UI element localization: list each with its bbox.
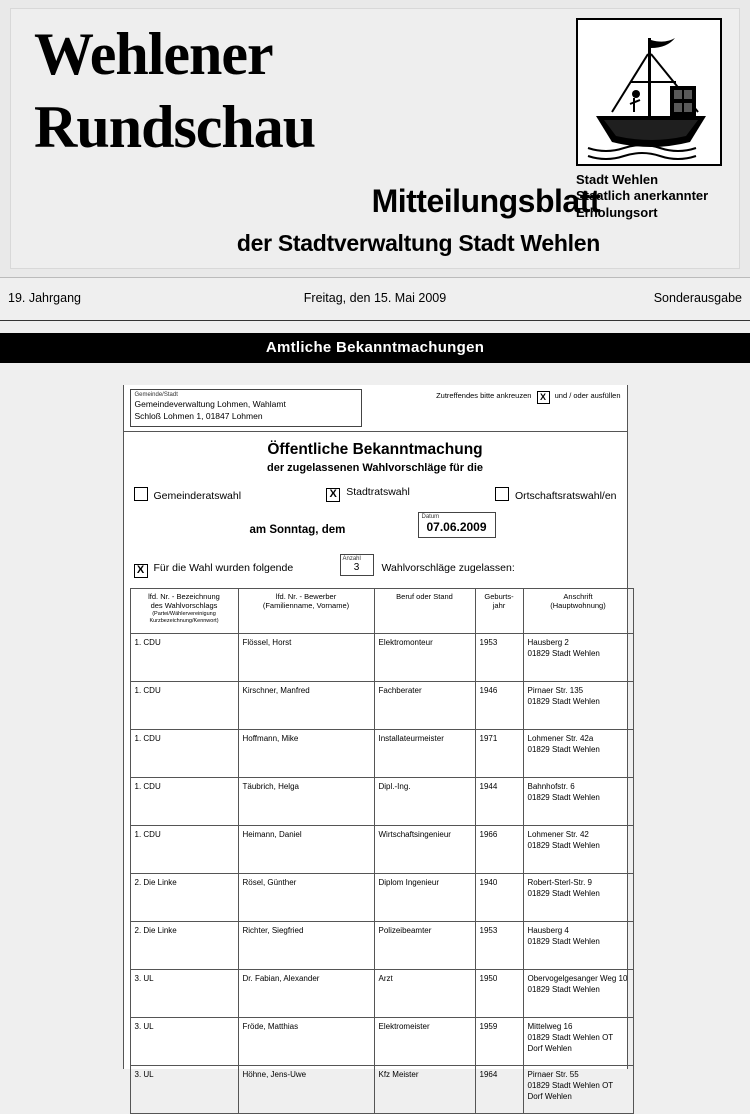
section-banner: Amtliche Bekanntmachungen: [0, 333, 750, 363]
candidate-list: 3. UL: [130, 1018, 238, 1066]
candidate-address: Obervogelgesanger Weg 10 01829 Stadt Wehlen: [523, 970, 633, 1018]
candidate-list: 1. CDU: [130, 778, 238, 826]
form-body: [124, 431, 627, 1114]
candidate-name: Richter, Siegfried: [238, 922, 374, 970]
table-row: [130, 634, 633, 682]
municipality-label: Gemeinde/Stadt: [134, 392, 178, 398]
table-row: [130, 826, 633, 874]
paper-title: [34, 18, 315, 164]
column-header-occupation: [374, 589, 475, 634]
election-type-choices: [130, 474, 621, 502]
choice-gemeinderatswahl-label: Gemeinderatswahl: [153, 489, 242, 502]
candidate-name: Heimann, Daniel: [238, 826, 374, 874]
checkbox-ortschaftsratswahl-icon[interactable]: [495, 487, 509, 501]
column-header-candidate-line1: lfd. Nr. - Bewerber: [275, 592, 337, 601]
masthead-panel: [10, 8, 740, 269]
table-header-row: [130, 589, 633, 634]
municipality-line-2: Schloß Lohmen 1, 01847 Lohmen: [134, 411, 263, 422]
issue-date: Freitag, den 15. Mai 2009: [303, 291, 447, 305]
instruction-note-before: Zutreffendes bitte ankreuzen: [436, 391, 532, 400]
candidate-list: 2. Die Linke: [130, 874, 238, 922]
candidate-birthyear: 1940: [475, 874, 523, 922]
choice-ortschaftsratswahl-label: Ortschaftsratswahl/en: [514, 489, 617, 502]
table-row: [130, 730, 633, 778]
candidate-birthyear: 1953: [475, 922, 523, 970]
official-notice-form: [123, 385, 628, 1101]
column-header-birthyear: [475, 589, 523, 634]
column-header-occupation-line1: Beruf oder Stand: [396, 592, 453, 601]
table-row: [130, 922, 633, 970]
election-date-caption: Datum: [421, 514, 440, 520]
crest-caption-line-1: Stadt Wehlen: [576, 172, 659, 187]
candidate-birthyear: 1971: [475, 730, 523, 778]
election-date-field[interactable]: [418, 512, 496, 538]
column-header-address-line1: Anschrift: [563, 592, 593, 601]
candidate-name: Täubrich, Helga: [238, 778, 374, 826]
form-header: [124, 385, 627, 431]
column-header-candidate-line2: (Familienname, Vorname): [262, 601, 350, 611]
paper-title-line1: Wehlener: [34, 21, 273, 87]
election-date-value: 07.06.2009: [426, 520, 487, 534]
candidate-list: 2. Die Linke: [130, 922, 238, 970]
candidates-table: [130, 588, 634, 1114]
checkbox-stadtratswahl-icon[interactable]: X: [326, 488, 340, 502]
candidate-birthyear: 1946: [475, 682, 523, 730]
proposal-count-caption: Anzahl: [342, 556, 361, 562]
proposal-count-value: 3: [353, 562, 360, 573]
proposal-count-row: [130, 554, 621, 584]
column-header-list-line1: lfd. Nr. - Bezeichnung: [148, 592, 220, 601]
candidate-occupation: Kfz Meister: [374, 1066, 475, 1114]
table-row: [130, 1066, 633, 1114]
candidate-list: 3. UL: [130, 1066, 238, 1114]
column-header-birthyear-line2: jahr: [492, 601, 506, 611]
candidates-table-body: [130, 634, 633, 1114]
notice-subtitle: der zugelassenen Wahlvorschläge für die: [267, 462, 483, 474]
candidate-name: Höhne, Jens-Uwe: [238, 1066, 374, 1114]
choice-stadtratswahl-label: Stadtratswahl: [346, 486, 410, 498]
candidate-address: Pirnaer Str. 135 01829 Stadt Wehlen: [523, 682, 633, 730]
masthead: [0, 0, 750, 278]
candidate-address: Hausberg 2 01829 Stadt Wehlen: [523, 634, 633, 682]
candidate-list: 1. CDU: [130, 634, 238, 682]
candidate-address: Pirnaer Str. 55 01829 Stadt Wehlen OT Dorf Wehlen: [523, 1066, 633, 1114]
column-header-candidate: [238, 589, 374, 634]
candidate-occupation: Polizeibeamter: [374, 922, 475, 970]
candidate-birthyear: 1944: [475, 778, 523, 826]
candidate-address: Hausberg 4 01829 Stadt Wehlen: [523, 922, 633, 970]
candidate-occupation: Elektromeister: [374, 1018, 475, 1066]
candidate-list: 3. UL: [130, 970, 238, 1018]
candidate-occupation: Dipl.-Ing.: [374, 778, 475, 826]
candidate-occupation: Diplom Ingenieur: [374, 874, 475, 922]
issue-volume: 19. Jahrgang: [8, 291, 81, 305]
candidate-address: Mittelweg 16 01829 Stadt Wehlen OT Dorf Wehlen: [523, 1018, 633, 1066]
column-header-list-line3: (Partei/Wählervereinigung: [152, 610, 216, 617]
candidate-name: Fröde, Matthias: [238, 1018, 374, 1066]
candidate-address: Robert-Sterl-Str. 9 01829 Stadt Wehlen: [523, 874, 633, 922]
candidate-name: Flössel, Horst: [238, 634, 374, 682]
choice-ortschaftsratswahl[interactable]: [495, 487, 617, 502]
candidate-name: Kirschner, Manfred: [238, 682, 374, 730]
table-row: [130, 1018, 633, 1066]
proposal-count-left[interactable]: [134, 562, 294, 578]
election-date-row: [130, 512, 621, 552]
candidate-name: Dr. Fabian, Alexander: [238, 970, 374, 1018]
candidate-address: Lohmener Str. 42 01829 Stadt Wehlen: [523, 826, 633, 874]
candidate-birthyear: 1953: [475, 634, 523, 682]
instruction-checkbox-icon: X: [537, 391, 550, 404]
column-header-birthyear-line1: Geburts-: [484, 592, 514, 601]
candidate-occupation: Installateurmeister: [374, 730, 475, 778]
checkbox-gemeinderatswahl-icon[interactable]: [134, 487, 148, 501]
table-row: [130, 874, 633, 922]
instruction-note: [436, 391, 620, 404]
candidate-list: 1. CDU: [130, 730, 238, 778]
candidate-birthyear: 1964: [475, 1066, 523, 1114]
crest-block: [576, 18, 724, 221]
candidate-birthyear: 1959: [475, 1018, 523, 1066]
candidate-occupation: Fachberater: [374, 682, 475, 730]
crest-caption-line-3: Erholungsort: [576, 204, 658, 220]
column-header-address: [523, 589, 633, 634]
issue-edition: Sonderausgabe: [653, 291, 742, 305]
choice-gemeinderatswahl[interactable]: [134, 487, 242, 502]
candidate-address: Bahnhofstr. 6 01829 Stadt Wehlen: [523, 778, 633, 826]
crest-caption: [576, 172, 724, 221]
table-row: [130, 778, 633, 826]
notice-title: Öffentliche Bekanntmachung: [267, 441, 483, 458]
candidate-birthyear: 1950: [475, 970, 523, 1018]
masthead-subtitle-1: Mitteilungsblatt: [371, 183, 600, 219]
candidate-occupation: Arzt: [374, 970, 475, 1018]
issue-info-bar: [0, 278, 750, 321]
proposal-count-text-left: Für die Wahl wurden folgende: [153, 562, 294, 574]
masthead-subtitle-2: der Stadtverwaltung Stadt Wehlen: [236, 230, 600, 256]
municipality-box: [130, 389, 362, 427]
checkbox-proposals-icon[interactable]: X: [134, 564, 148, 578]
candidate-list: 1. CDU: [130, 826, 238, 874]
table-row: [130, 970, 633, 1018]
candidate-list: 1. CDU: [130, 682, 238, 730]
paper-title-line2: Rundschau: [34, 94, 316, 161]
candidate-name: Rösel, Günther: [238, 874, 374, 922]
column-header-list-line4: Kurzbezeichnung/Kennwort): [149, 617, 219, 624]
instruction-note-after: und / oder ausfüllen: [554, 391, 621, 400]
choice-stadtratswahl[interactable]: [326, 486, 410, 502]
column-header-list: [130, 589, 238, 634]
candidate-address: Lohmener Str. 42a 01829 Stadt Wehlen: [523, 730, 633, 778]
column-header-list-line2: des Wahlvorschlags: [150, 601, 218, 611]
municipality-line-1: Gemeindeverwaltung Lohmen, Wahlamt: [134, 399, 286, 409]
candidate-name: Hoffmann, Mike: [238, 730, 374, 778]
candidate-birthyear: 1966: [475, 826, 523, 874]
election-date-label: am Sonntag, dem: [249, 524, 346, 536]
proposal-count-text-right: Wahlvorschläge zugelassen:: [381, 562, 515, 574]
proposal-count-field[interactable]: [340, 554, 374, 576]
table-row: [130, 682, 633, 730]
crest-caption-line-2: Staatlich anerkannter: [576, 188, 709, 204]
coat-of-arms-icon: [576, 18, 722, 166]
column-header-address-line2: (Hauptwohnung): [550, 601, 606, 611]
candidate-occupation: Elektromonteur: [374, 634, 475, 682]
candidate-occupation: Wirtschaftsingenieur: [374, 826, 475, 874]
